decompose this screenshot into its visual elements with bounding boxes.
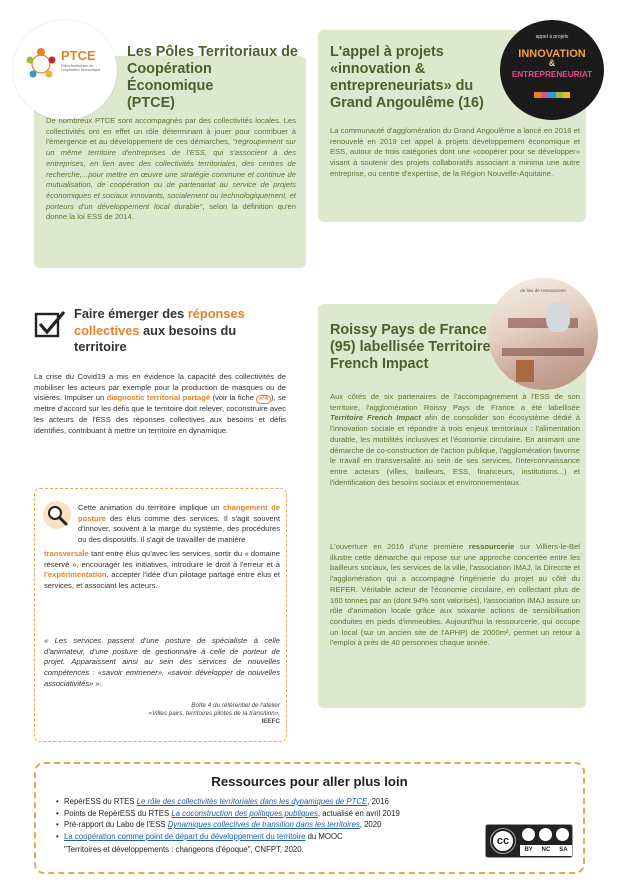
resource-item: • Pré-rapport du Labo de l'ESS Dynamiques collectives de transition dans les territoires, 2020 (56, 819, 476, 831)
magnifier-icon (42, 500, 72, 530)
resource-item: • La coopération comme point de départ du développement du territoire du MOOC (56, 831, 476, 843)
ptce-network-icon (21, 46, 61, 82)
badge-line2: ENTREPRENEURIAT (511, 70, 593, 79)
cc-license-badge[interactable] (485, 824, 573, 858)
appel-text: La communauté d'agglomération du Grand Angoulême a lancé en 2018 et renouvelé en 2019 cet appel à projets développement économique et ESS, autour de trois catégories dont une «coopérer pour se développer» visant à soutenir des projets collaboratifs associant a minima une autre entreprise, ou centre d'expertise, de la Région Nouvelle-Aquitaine. (330, 126, 580, 178)
checkbox-checked-icon (34, 310, 68, 340)
ptce-logo (13, 20, 117, 120)
roissy-title: Roissy Pays de France (95) labellisée Territoire French Impact (330, 322, 491, 372)
cc-nc-label: NC (541, 847, 551, 853)
roissy-text-2: L'ouverture en 2016 d'une première ressourcerie sur Villiers-le-Bel illustre cette démarche qui repose sur une approche concertée entre les bailleurs sociaux, les services de la ville, l'association IMAJ, la Direccte et l'agglomération qui a accompagné l'ingénierie du projet au côté du REFER. Véritable acteur de l'économie circulaire, en collectant plus de 160 tonnes par an (dont 94% sont valorisés), l'association IMAJ assure un rôle d'animation locale grâce aux soixante actions de sensibilisation conduites en pieds d'immeubles. Aujourd'hui la ressourcerie, qui occupe un local (sur un ancien site de l'APHP) de 2000m², permet un retour à l'emploi à près de 40 personnes chaque année. (330, 542, 580, 648)
appel-title: L'appel à projets «innovation & entrepreneuriats» du Grand Angoulême (16) (330, 44, 484, 111)
animation-quote: « Les services passent d'une posture de spécialiste à celle d'animateur, d'une posture de gestionnaire à celle de porteur de projet. Apparaissent ainsi au sein des services de nouvelles compétences : «savoir emmener», «savoir développer de nouvelles associativités» ». (44, 636, 280, 688)
resource-link[interactable]: Le rôle des collectivités territoriales dans les dynamiques de PTCE (136, 797, 368, 806)
animation-text: Cette animation du territoire implique un changement de posture des élus comme des services. Il s'agit souvent d'innover, souvent à la marge du système, des procédures ou des dispositifs. Il s'agit de travailler de manière (78, 503, 280, 545)
faire-title: Faire émerger des réponses collectives aux besoins du territoire (74, 306, 245, 354)
badge-amp: & (548, 58, 556, 68)
quote-credit: Boîte 4 du référentiel de l'atelier «Villes pairs, territoires pilotes de la transition», IEEFC (148, 702, 280, 725)
resource-link[interactable]: Dynamiques collectives de transition dans les territoires (167, 820, 360, 829)
resources-list (56, 796, 476, 842)
faire-text: La crise du Covid19 a mis en évidence la capacité des collectivités de mobiliser les acteurs par exemple pour la production de masques ou de visières. Impulser un diagnostic territorial partagé (voir la fiche n°4 ), se mettre d'accord sur les défis que le territoire doit relever, coconstruire avec les acteurs de l'ESS des réponses collectives aux besoins et défis identifiés, contribuant à mettre un territoire en dynamique. (34, 372, 286, 435)
innovation-badge (500, 20, 604, 120)
resource-item: • RepèrESS du RTES Le rôle des collectivités territoriales dans les dynamiques de PTCE, 2016 (56, 796, 476, 808)
ptce-title: Les Pôles Territoriaux de Coopération Économique (PTCE) (127, 44, 298, 111)
badge-line1: INNOVATION (518, 48, 586, 60)
cc-icon: cc (491, 829, 515, 853)
resources-title: Ressources pour aller plus loin (211, 774, 408, 789)
badge-color-strip (534, 92, 570, 98)
cc-nc-icon (539, 828, 552, 841)
cc-sa-label: SA (559, 847, 568, 853)
resource-item: • Points de RepèrESS du RTES La coconstruction des politiques publiques, actualisé en avril 2019 (56, 808, 476, 820)
ptce-text: De nombreux PTCE sont accompagnés par des collectivités locales. Les collectivités ont en effet un rôle déterminant à jouer pour contribuer à l'émergence et au développement de ces démarches, "regroupement sur un même territoire d'entreprises de l'ESS, qui s'associent à des entreprises, en lien avec des collectivités territoriales, des centres de recherche,...pour mettre en œuvre une stratégie commune et continue de mutualisation, de coopération ou de partenariat au service de projets économiques et sociaux innovants, socialement ou technologiquement, et porteurs d'un développement local durable", selon la définition qu'en donne la loi ESS de 2014. (46, 116, 297, 222)
badge-top-text: appel à projets (535, 34, 569, 40)
fiche-badge[interactable]: n°4 (256, 395, 271, 404)
resource-link[interactable]: La coconstruction des politiques publiques (171, 808, 318, 818)
photo-caption: de lieu de ressourcerie (520, 288, 566, 293)
ptce-logo-text: PTCE (61, 48, 96, 63)
ptce-logo-sub: Pôles territoriaux de coopération économique (61, 64, 101, 73)
cc-by-icon (522, 828, 535, 841)
ressourcerie-photo (488, 278, 598, 390)
roissy-text-1: Aux côtés de six partenaires de l'accompagnement à l'ESS de son territoire, l'agglomération Roissy Pays de France a été labellisée Territoire French Impact afin de consolider son écosystème dédié à l'innovation sociale et répondre à trois enjeux territoriaux : l'alimentation durable, les mobilités inclusives et l'économie circulaire. En animant une démarche de co-construction de l'action publique, l'agglomération favorise le travail en transversalité au sein de ses services, l'interconnaissance entre acteurs (villes, bailleurs, ESS, financeurs, institutions...) et l'identification des besoins sociaux et environnementaux. (330, 392, 580, 487)
animation-text-cont: transversale tant entre élus qu'avec les services, sortir du « domaine réservé », encourager les initiatives, introduire le droit à l'erreur et à l'expérimentation, accepter l'idée d'un pilotage partagé entre élus et services, et associant les acteurs. (44, 549, 280, 591)
cc-by-label: BY (524, 847, 533, 853)
resource-link[interactable]: La coopération comme point de départ du développement du territoire (64, 831, 306, 841)
cc-sa-icon (556, 828, 569, 841)
resources-box (34, 762, 585, 874)
resource-last-line: "Territoires et développements : changeons d'époque", CNFPT, 2020. (64, 845, 304, 854)
